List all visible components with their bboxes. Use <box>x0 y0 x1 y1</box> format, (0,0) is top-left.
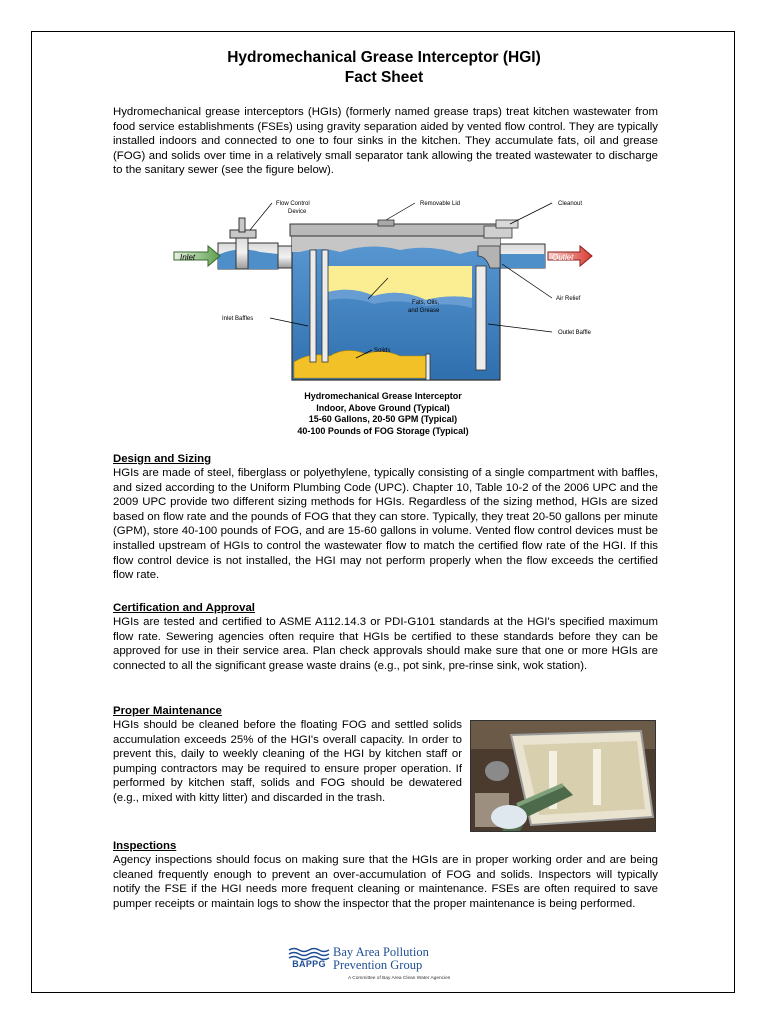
bappg-logo <box>288 947 478 987</box>
diagram-caption <box>283 391 483 437</box>
label-inlet-baffles: Inlet Baffles <box>222 316 254 322</box>
label-flow-control: Flow Control <box>276 201 310 207</box>
maintenance-photo <box>470 720 656 832</box>
label-solids: Solids <box>374 348 391 354</box>
logo-tagline: A Committee of Bay Area Clean Water Agencies <box>348 976 451 981</box>
outlet-label: Outlet <box>552 253 574 262</box>
certification-heading: Certification and Approval <box>113 602 255 614</box>
design-heading: Design and Sizing <box>113 453 212 465</box>
design-body: HGIs are made of steel, fiberglass or polyethylene, typically consisting of a single compartment with baffles, and sized according to the Uniform Plumbing Code (UPC). Chapter 10, Table 10-2 of the 2006 UPC and the 2009 UPC provide two different sizing methods for HGIs. Regardless of the sizing method, HGIs are sized based on flow rate and the pounds of FOG that they can store. Typically, they treat 20-50 gallons per minute (GPM), store 40-100 pounds of FOG, and are 15-60 gallons in volume. Vented flow control devices must be installed upstream of HGIs to control the wastewater flow to match the certified flow rate of the HGI. If this flow control device is not installed, the HGI may not perform properly when the flow exceeds the certified flow rate. <box>113 467 658 582</box>
caption-line: Hydromechanical Grease Interceptor <box>304 391 462 401</box>
label-outlet-baffle: Outlet Baffle <box>558 330 591 336</box>
label-removable-lid: Removable Lid <box>420 201 461 207</box>
caption-line: 40-100 Pounds of FOG Storage (Typical) <box>297 425 469 436</box>
inlet-baffle-1 <box>310 250 316 362</box>
flow-control-device <box>236 236 248 269</box>
document-subtitle: Fact Sheet <box>344 69 424 86</box>
document-title: Hydromechanical Grease Interceptor (HGI) <box>227 49 541 66</box>
logo-name-line1: Bay Area Pollution <box>333 945 429 959</box>
inlet-label: Inlet <box>180 253 196 262</box>
label-fog-2: and Grease <box>408 308 440 314</box>
inlet-baffle-2 <box>322 250 328 362</box>
inspections-body: Agency inspections should focus on making sure that the HGIs are in proper working order and are being cleaned frequently enough to prevent an over-accumulation of FOG and solids. Inspectors will typically notify the FSE if the HGI needs more frequent cleaning or maintenance. FSEs are often required to save pumper receipts or maintain logs to show the inspector that the proper maintenance is being performed. <box>113 854 658 910</box>
label-fog-1: Fats, Oils, <box>412 300 440 306</box>
maintenance-body: HGIs should be cleaned before the floating FOG and settled solids accumulation exceeds 25% of the HGI's overall capacity. In order to prevent this, daily to weekly cleaning of the HGI by kitchen staff or pumping contractors may be required to ensure proper operation. If performed by kitchen staff, solids and FOG should be dewatered (e.g., mixed with kitty litter) and discarded in the trash. <box>113 719 462 804</box>
label-air-relief: Air Relief <box>556 296 581 302</box>
removable-lid <box>290 224 502 236</box>
hgi-diagram <box>160 190 610 390</box>
certification-body: HGIs are tested and certified to ASME A112.14.3 or PDI-G101 standards at the HGI's specified maximum flow rate. Sewering agencies often require that HGIs be certified to these standards before they can be approved for use in their service area. Plan check approvals should make sure that one or more HGIs are connected to all the significant grease waste drains (e.g., pot sink, pre-rinse sink, wok station). <box>113 616 658 672</box>
label-flow-control-device: Device <box>288 209 307 215</box>
maintenance-heading: Proper Maintenance <box>113 705 222 717</box>
outlet-baffle <box>476 266 486 370</box>
grease-interceptor-photo-image <box>471 721 656 832</box>
intro-paragraph: Hydromechanical grease interceptors (HGIs) (formerly named grease traps) treat kitchen wastewater from food service establishments (FSEs) using gravity separation aided by vented flow control. They are typically installed indoors and connected to one to four sinks in the kitchen. They accumulate fats, oil and grease (FOG) and solids over time in a relatively small separator tank allowing the treated wastewater to discharge to the sanitary sewer (see the figure below). <box>113 106 658 177</box>
label-cleanout: Cleanout <box>558 201 583 207</box>
inspections-heading: Inspections <box>113 840 177 852</box>
logo-acronym: BAPPG <box>292 959 326 969</box>
logo-name-line2: Prevention Group <box>333 958 423 972</box>
caption-line: Indoor, Above Ground (Typical) <box>316 402 450 413</box>
caption-line: 15-60 Gallons, 20-50 GPM (Typical) <box>308 414 458 424</box>
